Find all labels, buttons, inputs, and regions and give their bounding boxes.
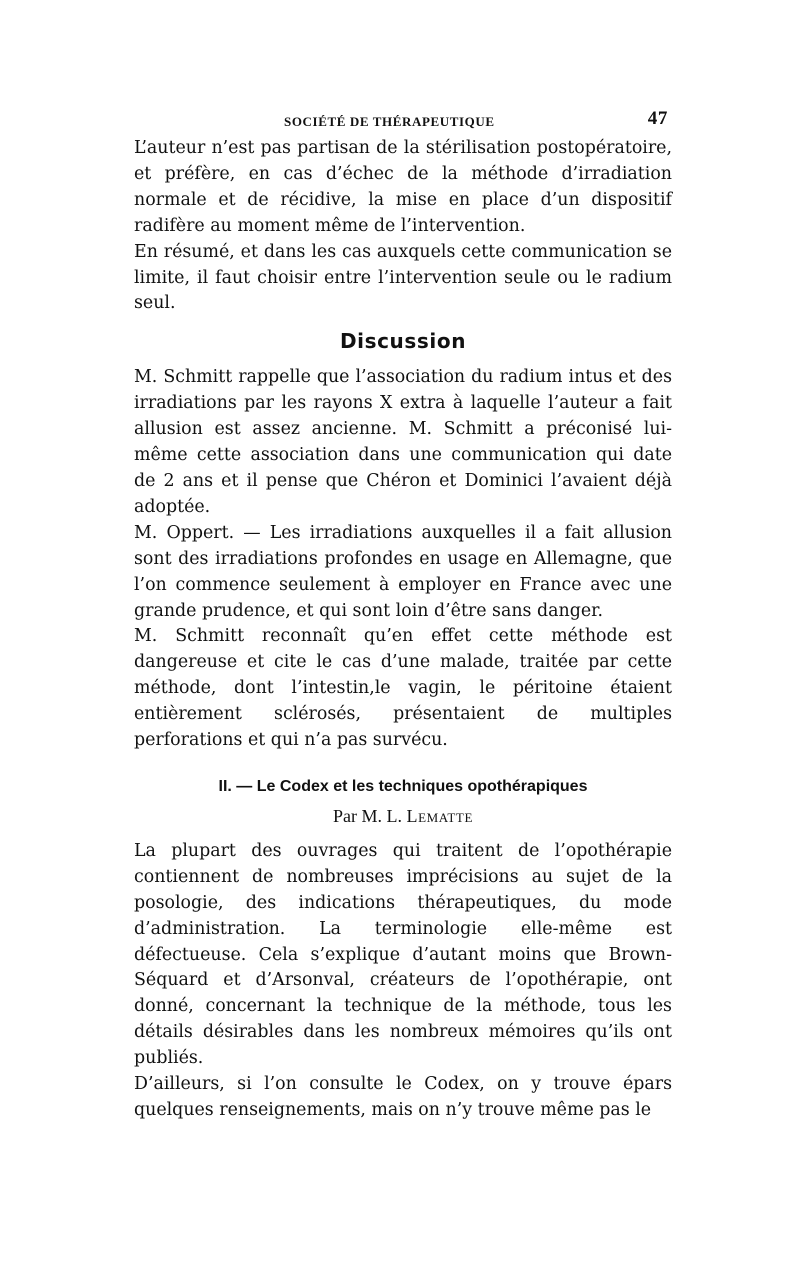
paragraph-7: D’ailleurs, si l’on consulte le Codex, on y trouve épars quelques renseignements, mais on n’y trouve même pas le — [134, 1074, 672, 1120]
byline-author: Lematte — [406, 805, 473, 826]
paragraph-4: M. Oppert. — Les irradiations auxquelles il a fait allusion sont des irradiations profondes en usage en Allemagne, que l’on commence seulement à employer en France avec une grande prudence, et qui sont loin d’être sans danger. — [134, 522, 672, 621]
journal-title: SOCIÉTÉ DE THÉRAPEUTIQUE — [284, 114, 495, 129]
discussion-heading: Discussion — [339, 329, 467, 354]
byline-prefix: Par M. L. — [333, 805, 403, 826]
paragraph-5: M. Schmitt reconnaît qu’en effet cette méthode est dangereuse et cite le cas d’une malade, traitée par cette méthode, dont l’intestin,le vagin, le péritoine étaient entièrement sclérosés, présentaient de multiples perforations et qui n’a pas survécu. — [134, 626, 672, 751]
paragraph-6: La plupart des ouvrages qui traitent de l’opothérapie contiennent de nombreuses imprécisions au sujet de la posologie, des indications thérapeutiques, du mode d’administration. La terminologie elle-même est défectueuse. Cela s’explique d’autant moins que Brown-Séquard et d’Arsonval, créateurs de l’opothérapie, ont donné, concernant la technique de la méthode, tous les détails désirables dans les nombreux mémoires qu’ils ont publiés. — [134, 840, 672, 1069]
paragraph-2: En résumé, et dans les cas auxquels cette communication se limite, il faut choisir entre l’intervention seule ou le radium seul. — [134, 241, 672, 314]
section-title: II. — Le Codex et les techniques opothérapiques — [218, 777, 588, 795]
paragraph-1: L’auteur n’est pas partisan de la stérilisation postopératoire, et préfère, en cas d’échec de la méthode d’irradiation normale et de récidive, la mise en place d’un dispositif radifère au moment même de l’intervention. — [134, 138, 672, 236]
paragraph-3: M. Schmitt rappelle que l’association du radium intus et des irradiations par les rayons X extra à laquelle l’auteur a fait allusion est assez ancienne. M. Schmitt a préconisé lui-même cette association dans une communication qui date de 2 ans et il pense que Chéron et Dominici l’avaient déjà adoptée. — [134, 367, 672, 517]
running-header — [134, 106, 672, 136]
document-page — [134, 106, 672, 1124]
page-number: 47 — [647, 108, 668, 129]
byline — [134, 806, 672, 827]
